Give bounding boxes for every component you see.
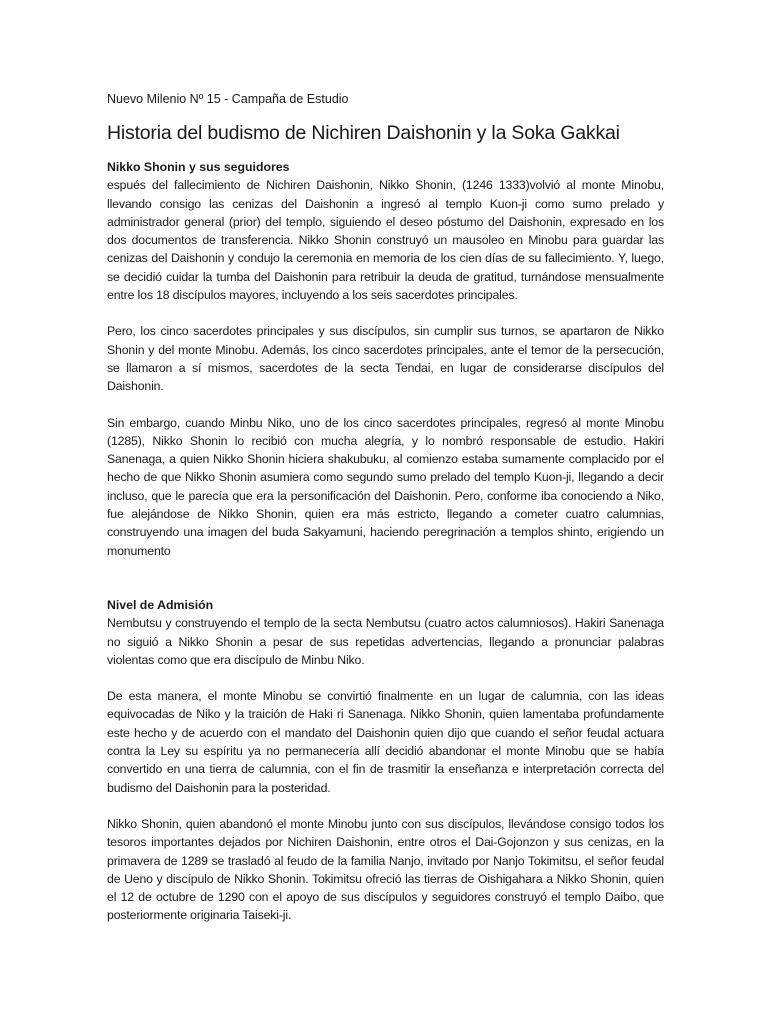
section-nivel-admision [107, 596, 664, 925]
section-nikko-shonin [107, 158, 664, 560]
document-header: Nuevo Milenio Nº 15 - Campaña de Estudio [107, 92, 349, 106]
paragraph: Nembutsu y construyendo el templo de la secta Nembutsu (cuatro actos calumniosos). Hakiri Sanenaga no siguió a Nikko Shonin a pesar de sus repetidas advertencias, llegando a pronunciar palabras violentas como que era discípulo de Minbu Niko. [107, 616, 664, 667]
paragraph: espués del fallecimiento de Nichiren Daishonin, Nikko Shonin, (1246 1333)volvió al monte Minobu, llevando consigo las cenizas del Daishonin a ingresó al templo Kuon-ji como sumo prelado y administrador general (prior) del templo, siguiendo el deseo póstumo del Daishonin, expresado en los dos documentos de transferencia. Nikko Shonin construyó un mausoleo en Minobu para guardar las cenizas del Daishonin y condujo la ceremonia en memoria de los cien días de su fallecimiento. Y, luego, se decidió cuidar la tumba del Daishonin para retribuir la deuda de gratitud, turnándose mensualmente entre los 18 discípulos mayores, incluyendo a los seis sacerdotes principales. [107, 178, 664, 303]
section-heading: Nivel de Admisión [107, 597, 214, 612]
section-heading: Nikko Shonin y sus seguidores [107, 160, 290, 174]
document-title: Historia del budismo de Nichiren Daishonin y la Soka Gakkai [107, 122, 620, 144]
document-page [107, 90, 664, 925]
paragraph: Nikko Shonin, quien abandonó el monte Minobu junto con sus discípulos, llevándose consigo todos los tesoros importantes dejados por Nichiren Daishonin, entre otros el Dai-Gojonzon y sus cenizas, en la primavera de 1289 se trasladó al feudo de la familia Nanjo, invitado por Nanjo Tokimitsu, el señor feudal de Ueno y discípulo de Nikko Shonin. Tokimitsu ofreció las tierras de Oishigahara a Nikko Shonin, quien el 12 de octubre de 1290 con el apoyo de sus discípulos y seguidores construyó el templo Daibo, que posteriormente originaria Taiseki-ji. [107, 816, 664, 923]
paragraph: Sin embargo, cuando Minbu Niko, uno de los cinco sacerdotes principales, regresó al monte Minobu (1285), Nikko Shonin lo recibió con mucha alegría, y lo nombró responsable de estudio. Hakiri Sanenaga, a quien Nikko Shonin hiciera shakubuku, al comienzo estaba sumamente complacido por el hecho de que Nikko Shonin asumiera como segundo sumo prelado del templo Kuon-ji, llegando a decir incluso, que le parecía que era la personificación del Daishonin. Pero, conforme iba conociendo a Niko, fue alejándose de Nikko Shonin, quien era más estricto, llegando a cometer cuatro calumnias, construyendo una imagen del buda Sakyamuni, haciendo peregrinación a templos shinto, erigiendo un monumento [107, 415, 664, 558]
paragraph: Pero, los cinco sacerdotes principales y sus discípulos, sin cumplir sus turnos, se apartaron de Nikko Shonin y del monte Minobu. Además, los cinco sacerdotes principales, ante el temor de la persecución, se llamaron a sí mismos, sacerdotes de la secta Tendai, en lugar de considerarse discípulos del Daishonin. [107, 324, 664, 394]
paragraph: De esta manera, el monte Minobu se convirtió finalmente en un lugar de calumnia, con las ideas equivocadas de Niko y la traición de Haki ri Sanenaga. Nikko Shonin, quien lamentaba profundamente este hecho y de acuerdo con el mandato del Daishonin quien dijo que cuando el señor feudal actuara contra la Ley su espíritu ya no permanecería allí decidió abandonar el monte Minobu que se había convertido en una tierra de calumnia, con el fin de trasmitir la enseñanza e interpretación correcta del budismo del Daishonin para la posteridad. [107, 689, 664, 795]
